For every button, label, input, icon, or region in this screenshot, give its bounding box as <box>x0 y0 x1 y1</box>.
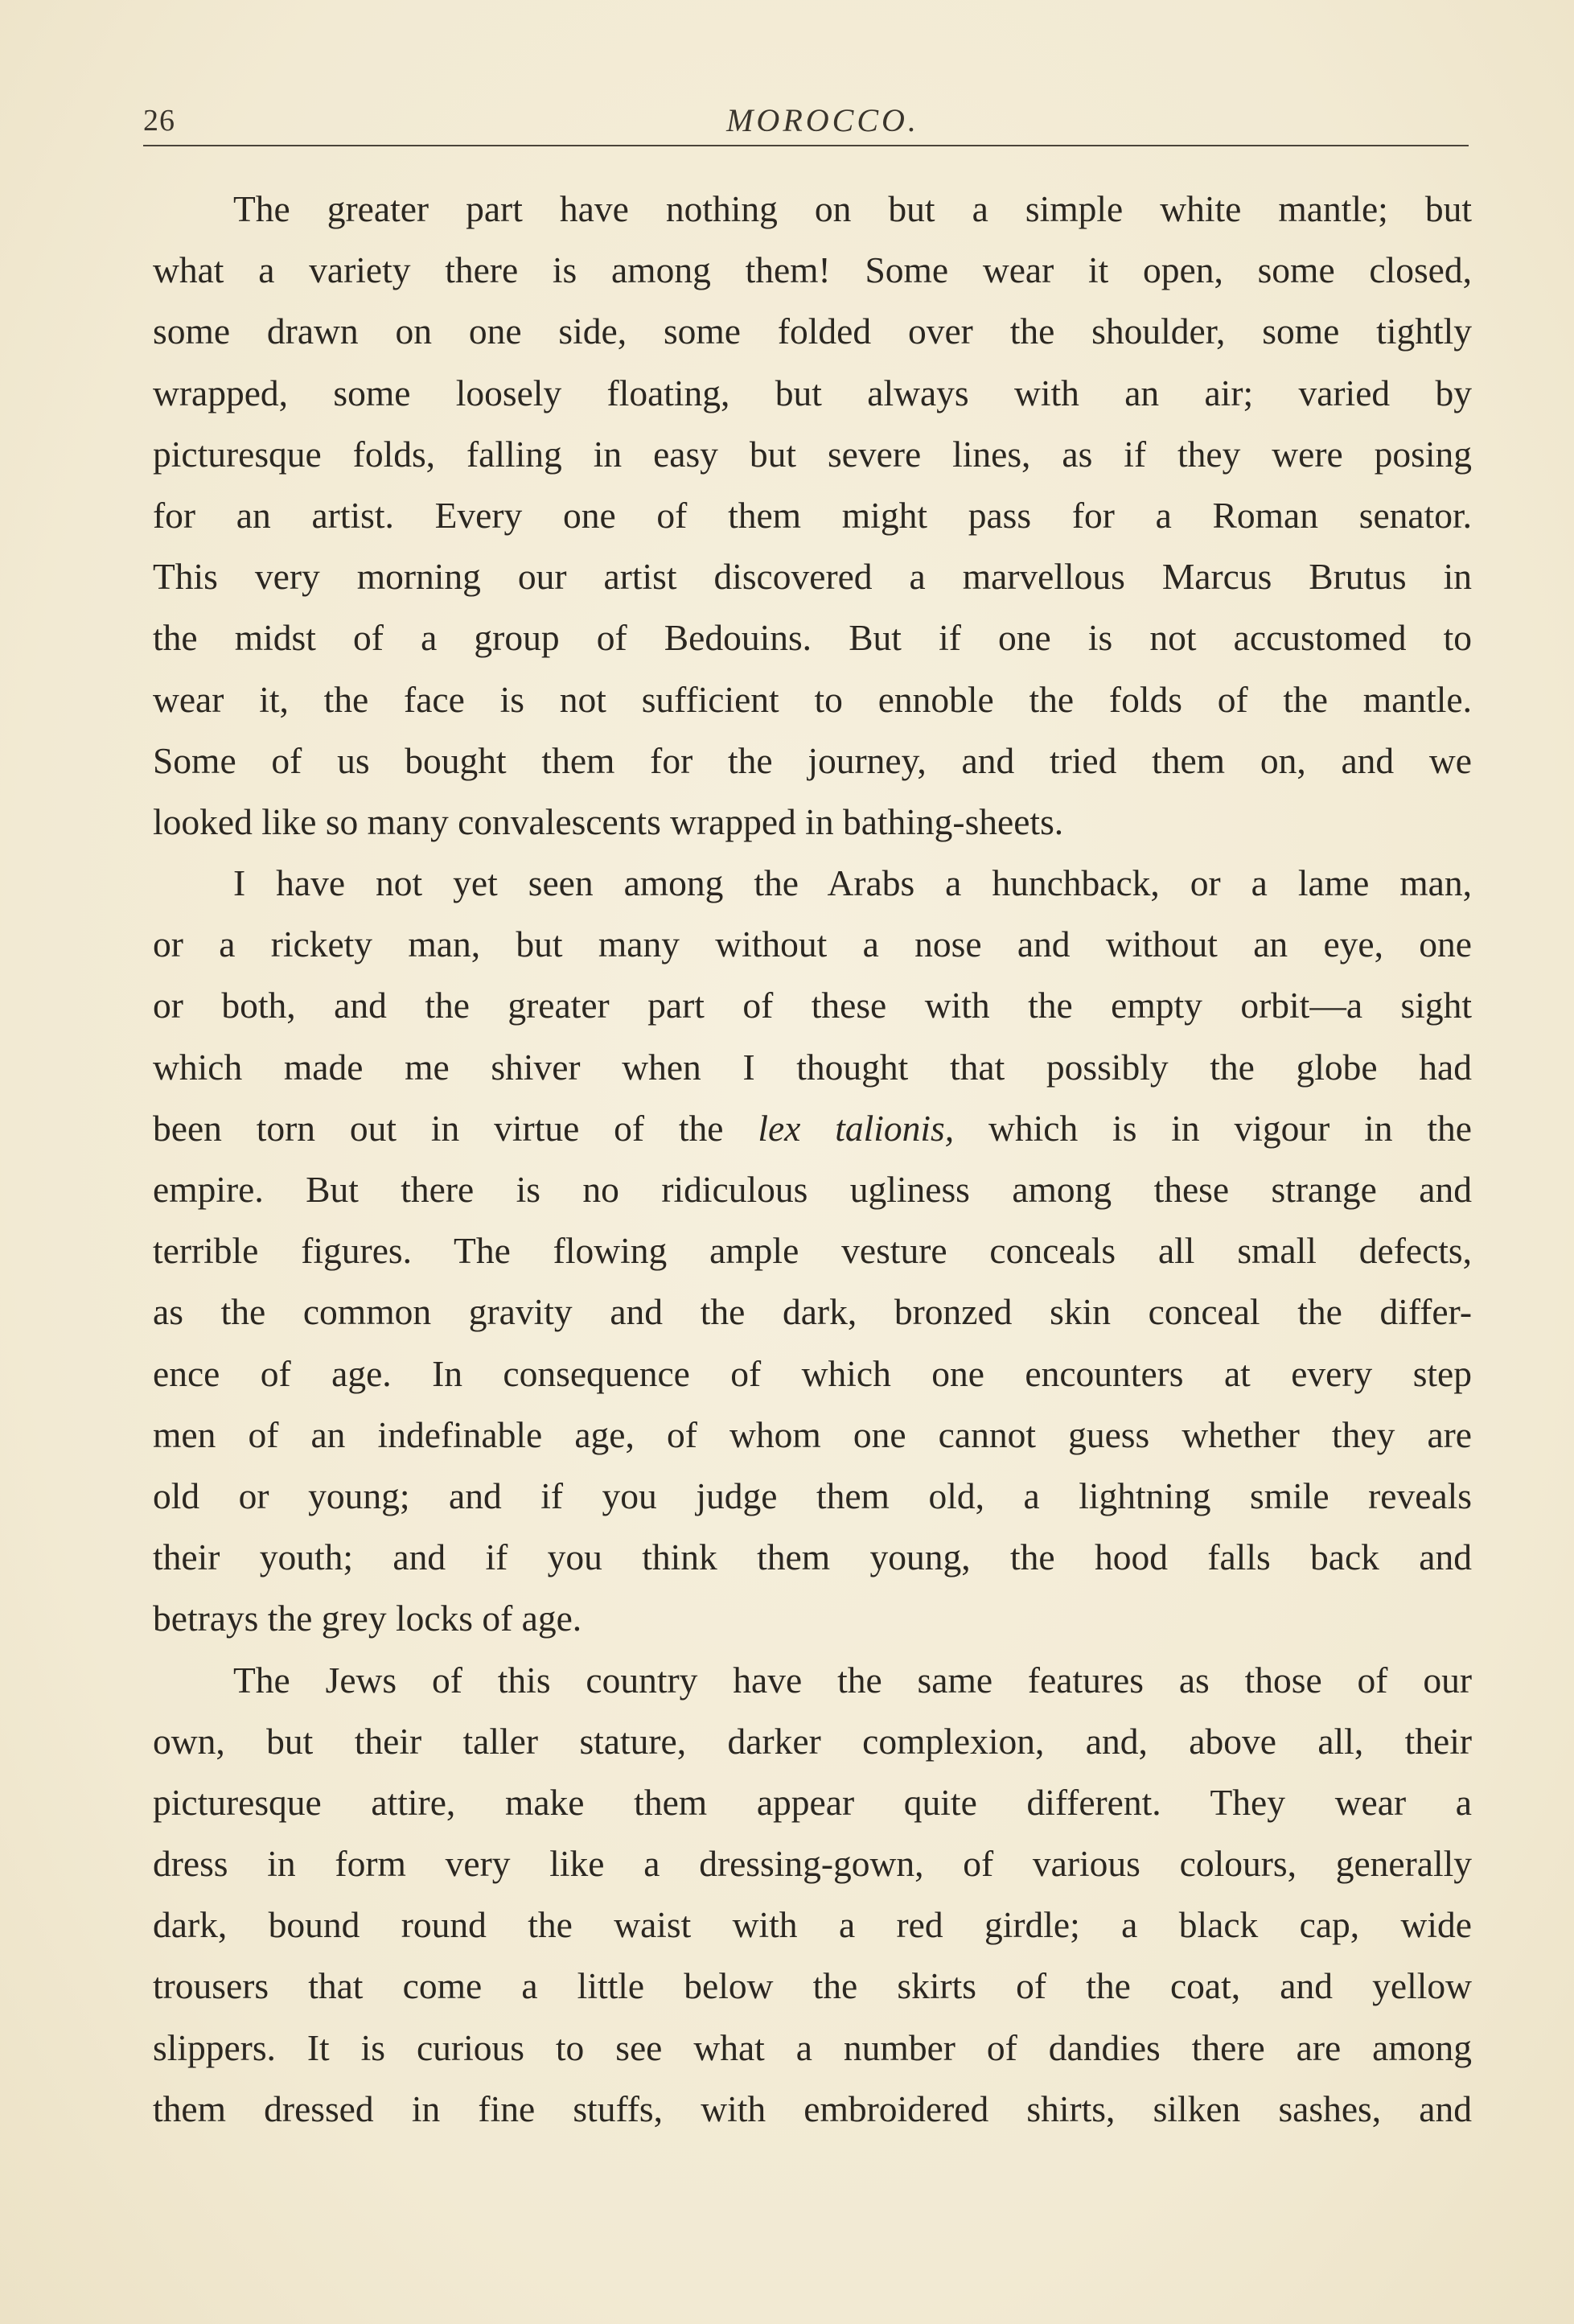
text-line: men of an indefinable age, of whom one cannot guess whether they are <box>153 1413 1472 1455</box>
text-line: which made me shiver when I thought that possibly the globe had <box>153 1046 1472 1088</box>
body-text <box>153 179 1472 2140</box>
text-line: empire. But there is no ridiculous ugliness among these strange and <box>153 1169 1472 1210</box>
text-line: or a rickety man, but many without a nose and without an eye, one <box>153 923 1472 965</box>
text-line: for an artist. Every one of them might pass for a Roman senator. <box>153 494 1472 536</box>
paragraph-2 <box>153 853 1472 1649</box>
text-line: wrapped, some loosely floating, but always with an air; varied by <box>153 372 1472 413</box>
text-line: the midst of a group of Bedouins. But if one is not accustomed to <box>153 617 1472 659</box>
text-line-with-italic <box>153 1098 1472 1159</box>
text-line: picturesque folds, falling in easy but severe lines, as if they were posing <box>153 433 1472 475</box>
text-line: some drawn on one side, some folded over the shoulder, some tightly <box>153 311 1472 352</box>
text-line: their youth; and if you think them young, the hood falls back and <box>153 1536 1472 1578</box>
running-title: MOROCCO. <box>726 102 919 138</box>
text-line: betrays the grey locks of age. <box>153 1598 582 1639</box>
text-line: picturesque attire, make them appear quite different. They wear a <box>153 1781 1472 1823</box>
text-line: dark, bound round the waist with a red girdle; a black cap, wide <box>153 1904 1472 1946</box>
text-line: looked like so many convalescents wrapped in bathing-sheets. <box>153 800 1064 842</box>
text-line: terrible figures. The flowing ample vesture conceals all small defects, <box>153 1230 1472 1272</box>
text-line: I have not yet seen among the Arabs a hunchback, or a lame man, <box>233 862 1472 904</box>
latin-phrase: lex talionis, <box>758 1107 955 1149</box>
text-line: ence of age. In consequence of which one encounters at every step <box>153 1352 1472 1394</box>
header-rule <box>143 145 1469 146</box>
text-line: trousers that come a little below the skirts of the coat, and yellow <box>153 1965 1472 2007</box>
text-line: Some of us bought them for the journey, and tried them on, and we <box>153 739 1472 781</box>
text-line: or both, and the greater part of these with the empty orbit—a sight <box>153 985 1472 1026</box>
text-line: The greater part have nothing on but a simple white mantle; but <box>233 188 1472 229</box>
text-line: slippers. It is curious to see what a number of dandies there are among <box>153 2026 1472 2068</box>
text-line: them dressed in fine stuffs, with embroidered shirts, silken sashes, and <box>153 2087 1472 2129</box>
text-segment: which is in vigour in the <box>954 1107 1472 1149</box>
text-segment: been torn out in virtue of the <box>153 1107 758 1149</box>
text-line: as the common gravity and the dark, bronzed skin conceal the differ- <box>153 1291 1472 1333</box>
text-line: own, but their taller stature, darker complexion, and, above all, their <box>153 1720 1472 1762</box>
text-line: This very morning our artist discovered a marvellous Marcus Brutus in <box>153 556 1472 598</box>
running-head <box>143 95 1470 143</box>
paragraph-3 <box>153 1650 1472 2141</box>
text-line: what a variety there is among them! Some wear it open, some closed, <box>153 249 1472 291</box>
text-line: dress in form very like a dressing-gown, of various colours, generally <box>153 1843 1472 1885</box>
text-line: old or young; and if you judge them old, a lightning smile reveals <box>153 1475 1472 1516</box>
text-line: wear it, the face is not sufficient to ennoble the folds of the mantle. <box>153 678 1472 720</box>
paragraph-1 <box>153 179 1472 853</box>
text-line: The Jews of this country have the same features as those of our <box>233 1659 1472 1701</box>
page-number: 26 <box>143 104 175 138</box>
